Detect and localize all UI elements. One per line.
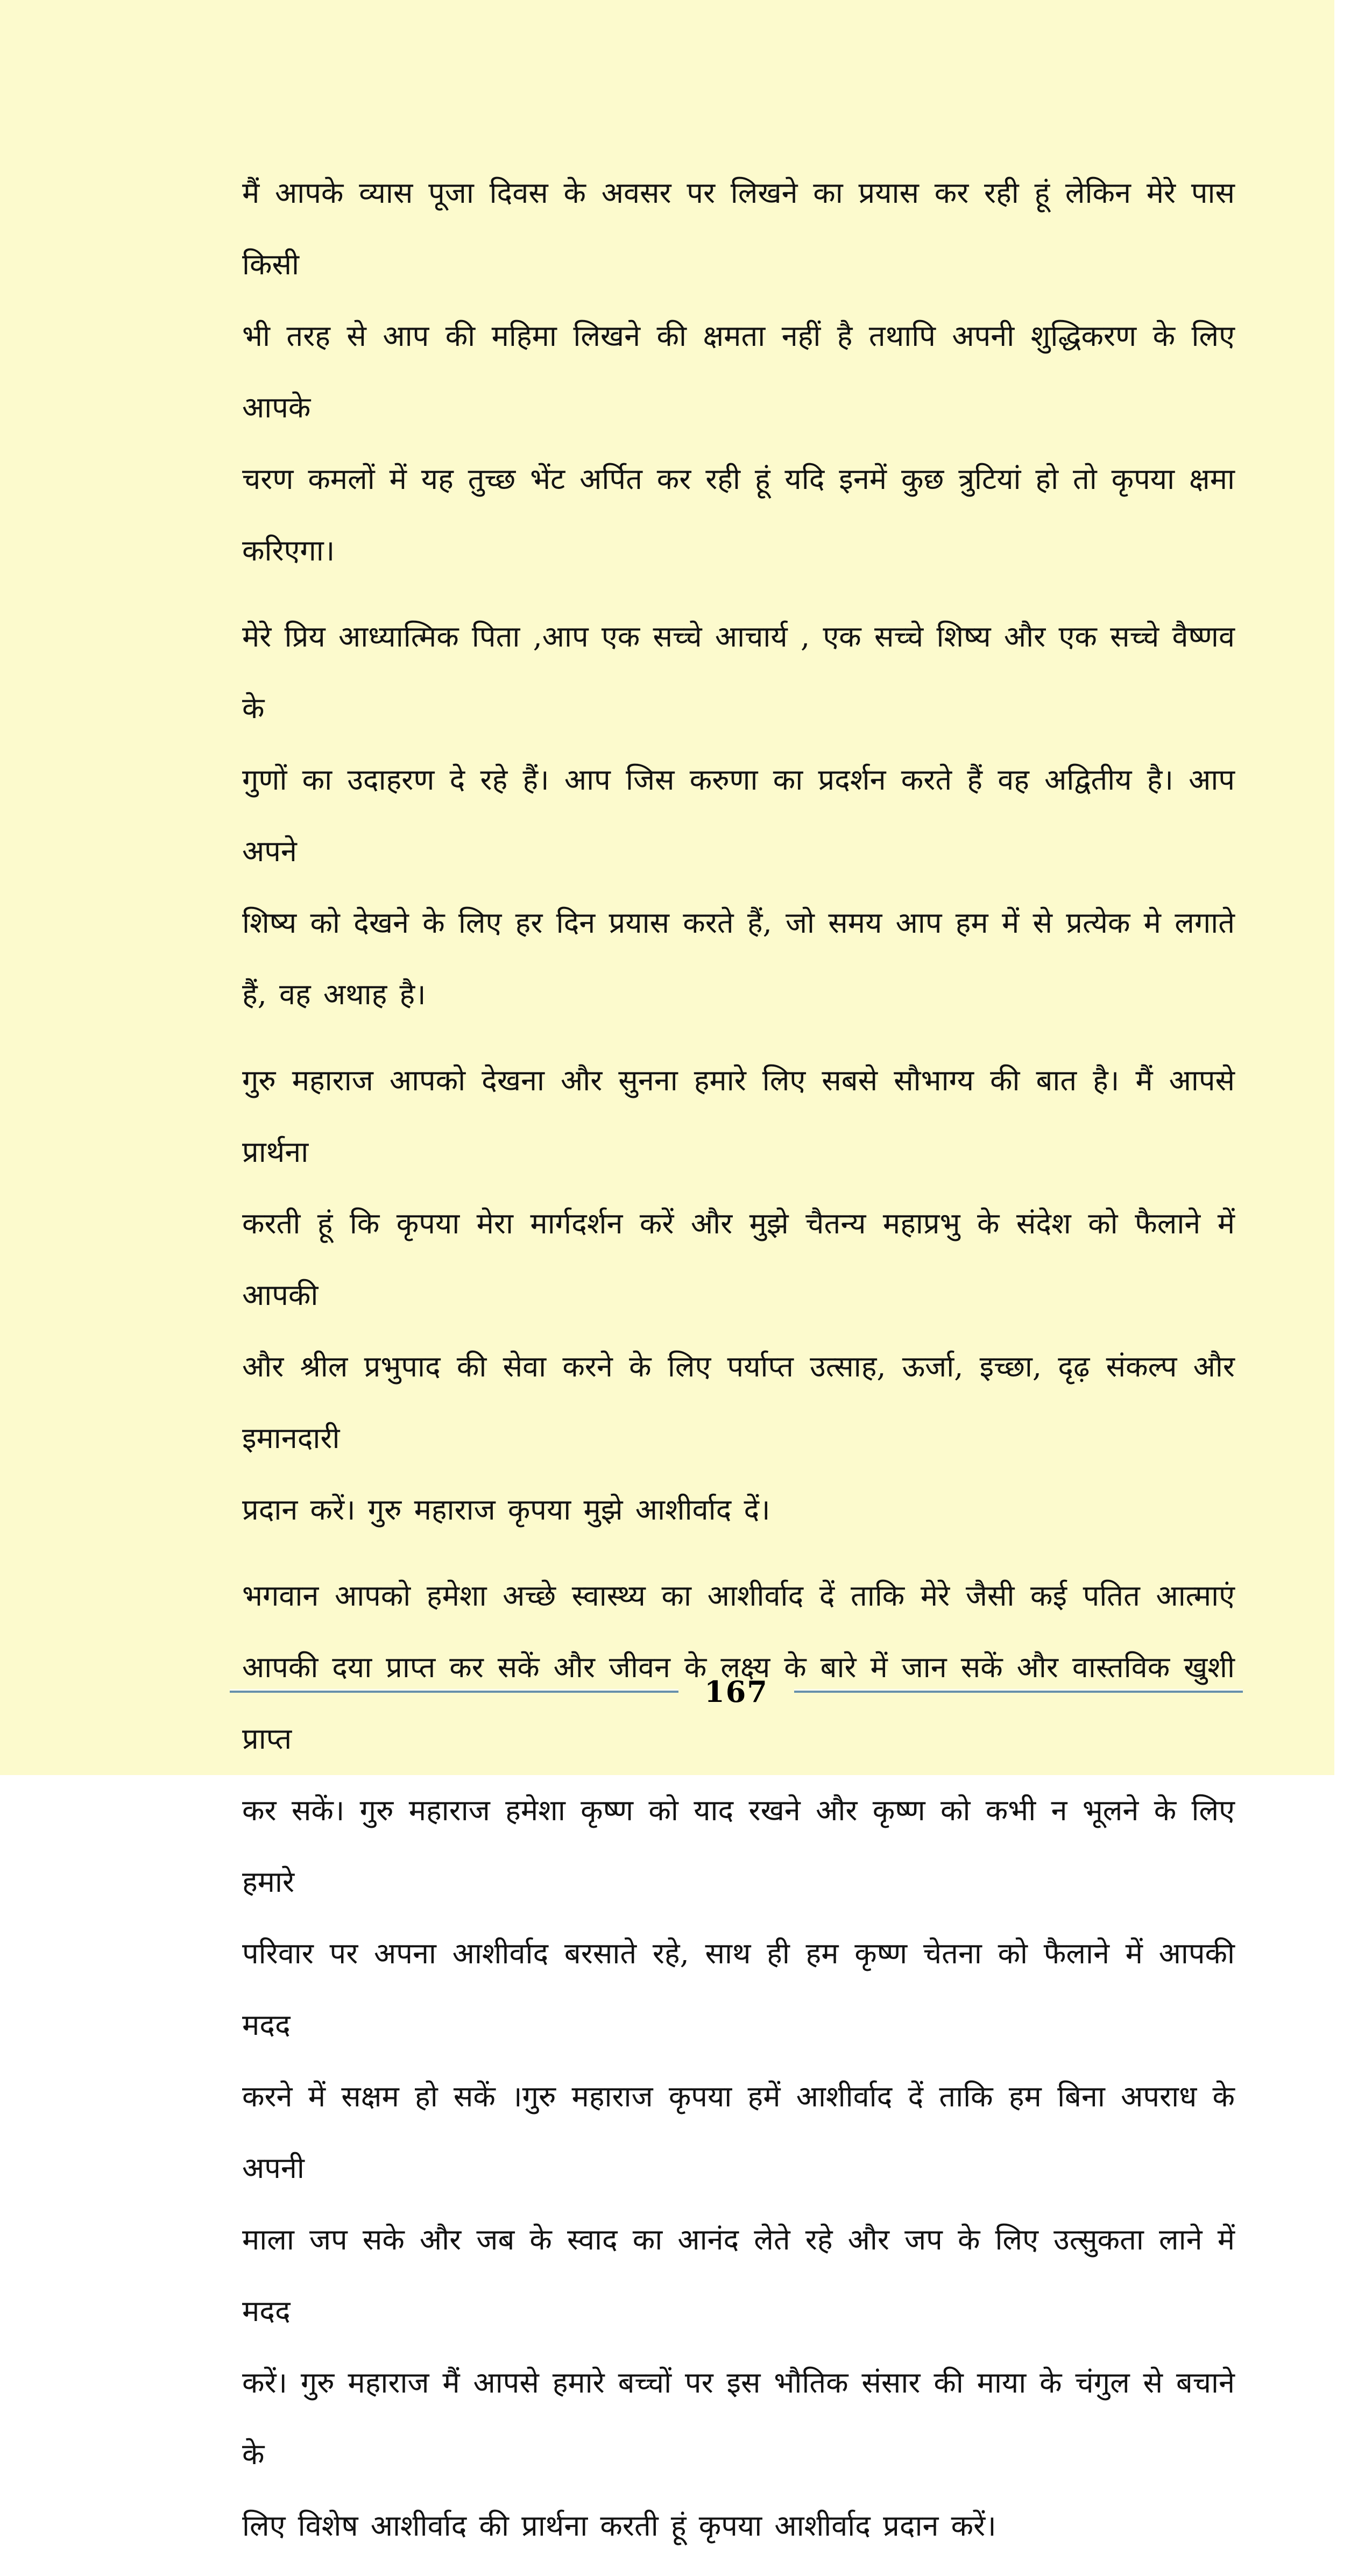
text-line: मैं आपके व्यास पूजा दिवस के अवसर पर लिखने का प्रयास कर रही हूं लेकिन मेरे पास किसी bbox=[242, 176, 1235, 281]
footer-rule-right bbox=[794, 1691, 1243, 1693]
paragraph bbox=[242, 1045, 1235, 1545]
paragraph bbox=[242, 601, 1235, 1030]
page-number: 167 bbox=[704, 1674, 768, 1709]
letter-body bbox=[242, 157, 1235, 2576]
text-line: प्रदान करें। गुरु महाराज कृपया मुझे आशीर्वाद दें। bbox=[242, 1493, 770, 1527]
text-line: गुरु महाराज आपको देखना और सुनना हमारे लिए सबसे सौभाग्य की बात है। मैं आपसे प्रार्थना bbox=[242, 1063, 1235, 1169]
text-line: हैं, वह अथाह है। bbox=[242, 977, 426, 1011]
paragraph bbox=[242, 1560, 1235, 2561]
paragraph bbox=[242, 157, 1235, 586]
text-line: शिष्य को देखने के लिए हर दिन प्रयास करते हैं, जो समय आप हम में से प्रत्येक मे लगाते bbox=[242, 906, 1235, 940]
text-line: करती हूं कि कृपया मेरा मार्गदर्शन करें और मुझे चैतन्य महाप्रभु के संदेश को फैलाने में आपकी bbox=[242, 1207, 1235, 1312]
footer-rule-left bbox=[230, 1691, 678, 1693]
text-line: चरण कमलों में यह तुच्छ भेंट अर्पित कर रही हूं यदि इनमें कुछ त्रुटियां हो तो कृपया क्षमा bbox=[242, 462, 1235, 496]
text-line: भी तरह से आप की महिमा लिखने की क्षमता नहीं है तथापि अपनी शुद्धिकरण के लिए आपके bbox=[242, 319, 1235, 424]
text-line: भगवान आपको हमेशा अच्छे स्वास्थ्य का आशीर्वाद दें ताकि मेरे जैसी कई पतित आत्माएं bbox=[242, 1579, 1235, 1613]
text-line: करिएगा। bbox=[242, 534, 335, 567]
text-line: गुणों का उदाहरण दे रहे हैं। आप जिस करुणा का प्रदर्शन करते हैं वह अद्वितीय है। आप अपने bbox=[242, 763, 1235, 868]
text-line: करने में सक्षम हो सकें ।गुरु महाराज कृपया हमें आशीर्वाद दें ताकि हम बिना अपराध के अपनी bbox=[242, 2080, 1235, 2185]
text-line: करें। गुरु महाराज मैं आपसे हमारे बच्चों पर इस भौतिक संसार की माया के चंगुल से बचाने के bbox=[242, 2366, 1235, 2471]
page-footer bbox=[230, 1674, 1243, 1709]
text-line: माला जप सके और जब के स्वाद का आनंद लेते रहे और जप के लिए उत्सुकता लाने में मदद bbox=[242, 2223, 1235, 2328]
text-line: परिवार पर अपना आशीर्वाद बरसाते रहे, साथ ही हम कृष्ण चेतना को फैलाने में आपकी मदद bbox=[242, 1936, 1235, 2042]
text-line: कर सकें। गुरु महाराज हमेशा कृष्ण को याद रखने और कृष्ण को कभी न भूलने के लिए हमारे bbox=[242, 1793, 1235, 1899]
text-line: आपकी दया प्राप्त कर सकें और जीवन के लक्ष्य के बारे में जान सकें और वास्तविक खुशी प्राप्त bbox=[242, 1650, 1235, 1756]
text-line: लिए विशेष आशीर्वाद की प्रार्थना करती हूं कृपया आशीर्वाद प्रदान करें। bbox=[242, 2509, 996, 2543]
text-line: मेरे प्रिय आध्यात्मिक पिता ,आप एक सच्चे आचार्य , एक सच्चे शिष्य और एक सच्चे वैष्णव के bbox=[242, 620, 1235, 725]
text-line: और श्रील प्रभुपाद की सेवा करने के लिए पर्याप्त उत्साह, ऊर्जा, इच्छा, दृढ़ संकल्प और इमानदारी bbox=[242, 1350, 1235, 1455]
